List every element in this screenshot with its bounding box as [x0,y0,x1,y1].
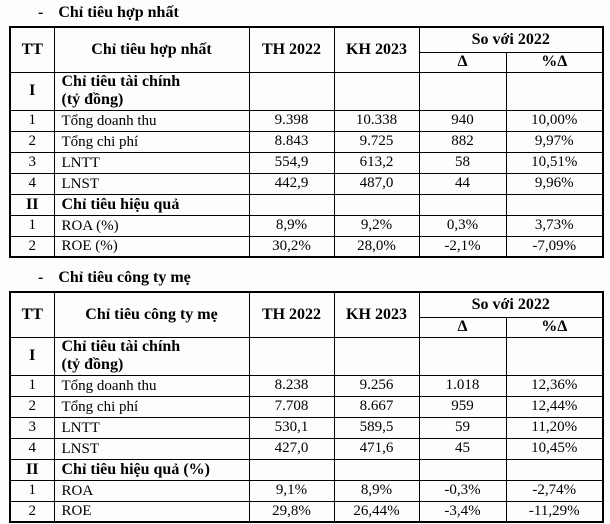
value-delta [419,459,506,480]
value-th2022 [249,337,334,375]
row-label: LNST [54,173,249,194]
table-row [10,501,603,522]
value-th2022: 554,9 [249,152,334,173]
col-header-name: Chỉ tiêu hợp nhất [54,27,249,72]
row-tt: 1 [10,110,54,131]
value-th2022: 29,8% [249,501,334,522]
col-header-kh2023: KH 2023 [334,292,419,337]
value-th2022: 8.238 [249,375,334,396]
value-delta: 44 [419,173,506,194]
header-row-1 [10,27,603,52]
row-label: ROA [54,480,249,501]
row-tt: 2 [10,236,54,257]
table-row [10,194,603,215]
value-kh2023 [334,337,419,375]
row-label: ROE (%) [54,236,249,257]
row-label: Tổng doanh thu [54,375,249,396]
value-th2022 [249,72,334,110]
value-pct-delta: 12,44% [506,396,603,417]
value-delta: 59 [419,417,506,438]
table-header [10,292,603,337]
value-th2022: 8.843 [249,131,334,152]
row-label: LNTT [54,152,249,173]
table-row [10,337,603,375]
value-kh2023 [334,459,419,480]
table-row [10,417,603,438]
value-pct-delta [506,72,603,110]
value-kh2023: 9,2% [334,215,419,236]
value-delta: -3,4% [419,501,506,522]
value-pct-delta [506,337,603,375]
row-label: Tổng chi phí [54,396,249,417]
col-header-th2022: TH 2022 [249,27,334,72]
col-header-pct-delta: %Δ [506,317,603,337]
col-header-th2022: TH 2022 [249,292,334,337]
value-kh2023: 613,2 [334,152,419,173]
row-tt: 4 [10,438,54,459]
row-label-line1: Chỉ tiêu tài chính [61,338,181,355]
col-header-delta: Δ [419,52,506,72]
value-th2022: 442,9 [249,173,334,194]
section-title-consolidated [38,4,610,22]
value-delta: 58 [419,152,506,173]
table-row [10,236,603,257]
table-row [10,396,603,417]
row-label [54,337,249,375]
value-th2022: 427,0 [249,438,334,459]
consolidated-indicators-table [9,26,604,258]
value-kh2023: 487,0 [334,173,419,194]
row-tt: 1 [10,215,54,236]
table-row [10,131,603,152]
section-title-parent-company [38,269,610,287]
table-row [10,375,603,396]
table-row [10,72,603,110]
value-delta: -0,3% [419,480,506,501]
value-kh2023: 8.667 [334,396,419,417]
dash-bullet: - [38,4,44,21]
row-tt: I [10,337,54,375]
value-pct-delta: -7,09% [506,236,603,257]
row-tt: 2 [10,131,54,152]
row-tt: 1 [10,375,54,396]
value-delta [419,194,506,215]
value-th2022: 530,1 [249,417,334,438]
value-kh2023: 9.725 [334,131,419,152]
row-tt: 1 [10,480,54,501]
value-delta: 0,3% [419,215,506,236]
value-kh2023: 589,5 [334,417,419,438]
row-tt: 3 [10,417,54,438]
value-th2022: 7.708 [249,396,334,417]
value-pct-delta: -2,74% [506,480,603,501]
value-delta: 959 [419,396,506,417]
value-pct-delta [506,459,603,480]
value-kh2023: 471,6 [334,438,419,459]
value-pct-delta: 9,97% [506,131,603,152]
row-label [54,72,249,110]
row-tt: I [10,72,54,110]
value-kh2023: 10.338 [334,110,419,131]
table-row [10,459,603,480]
table-row [10,110,603,131]
row-tt: 2 [10,501,54,522]
table-row [10,215,603,236]
value-pct-delta [506,194,603,215]
row-tt: 3 [10,152,54,173]
row-label-line2: (tỷ đồng) [61,91,124,108]
value-th2022: 30,2% [249,236,334,257]
row-tt: II [10,459,54,480]
row-label-line1: Chỉ tiêu tài chính [61,73,181,90]
value-pct-delta: 3,73% [506,215,603,236]
col-header-name: Chỉ tiêu công ty mẹ [54,292,249,337]
row-label: ROA (%) [54,215,249,236]
col-header-kh2023: KH 2023 [334,27,419,72]
table-row [10,173,603,194]
header-row-1 [10,292,603,317]
value-pct-delta: 9,96% [506,173,603,194]
value-pct-delta: 10,51% [506,152,603,173]
value-kh2023 [334,194,419,215]
value-delta: -2,1% [419,236,506,257]
value-kh2023: 9.256 [334,375,419,396]
col-header-pct-delta: %Δ [506,52,603,72]
row-tt: II [10,194,54,215]
value-kh2023: 26,44% [334,501,419,522]
value-pct-delta: 12,36% [506,375,603,396]
row-tt: 4 [10,173,54,194]
col-header-tt: TT [10,27,54,72]
value-delta: 940 [419,110,506,131]
section-title-text: Chỉ tiêu hợp nhất [58,4,179,21]
col-header-delta: Δ [419,317,506,337]
section-title-text: Chỉ tiêu công ty mẹ [58,269,191,286]
row-label: Tổng doanh thu [54,110,249,131]
value-kh2023 [334,72,419,110]
dash-bullet: - [38,269,44,286]
table-header [10,27,603,72]
row-label-line2: (tỷ đồng) [61,356,124,373]
parent-company-indicators-table [9,291,604,523]
value-delta [419,72,506,110]
row-label: Chỉ tiêu hiệu quả [54,194,249,215]
value-pct-delta: 11,20% [506,417,603,438]
row-label: Tổng chi phí [54,131,249,152]
row-label: LNST [54,438,249,459]
value-th2022 [249,459,334,480]
value-delta: 1.018 [419,375,506,396]
value-delta: 45 [419,438,506,459]
value-th2022 [249,194,334,215]
value-delta [419,337,506,375]
value-th2022: 9.398 [249,110,334,131]
col-header-vs2022: So với 2022 [419,27,603,52]
row-label: Chỉ tiêu hiệu quả (%) [54,459,249,480]
value-th2022: 8,9% [249,215,334,236]
value-pct-delta: 10,45% [506,438,603,459]
col-header-vs2022: So với 2022 [419,292,603,317]
value-th2022: 9,1% [249,480,334,501]
row-label: ROE [54,501,249,522]
value-pct-delta: -11,29% [506,501,603,522]
row-tt: 2 [10,396,54,417]
col-header-tt: TT [10,292,54,337]
value-delta: 882 [419,131,506,152]
table-row [10,438,603,459]
table-row [10,152,603,173]
table-row [10,480,603,501]
value-kh2023: 28,0% [334,236,419,257]
value-kh2023: 8,9% [334,480,419,501]
row-label: LNTT [54,417,249,438]
value-pct-delta: 10,00% [506,110,603,131]
